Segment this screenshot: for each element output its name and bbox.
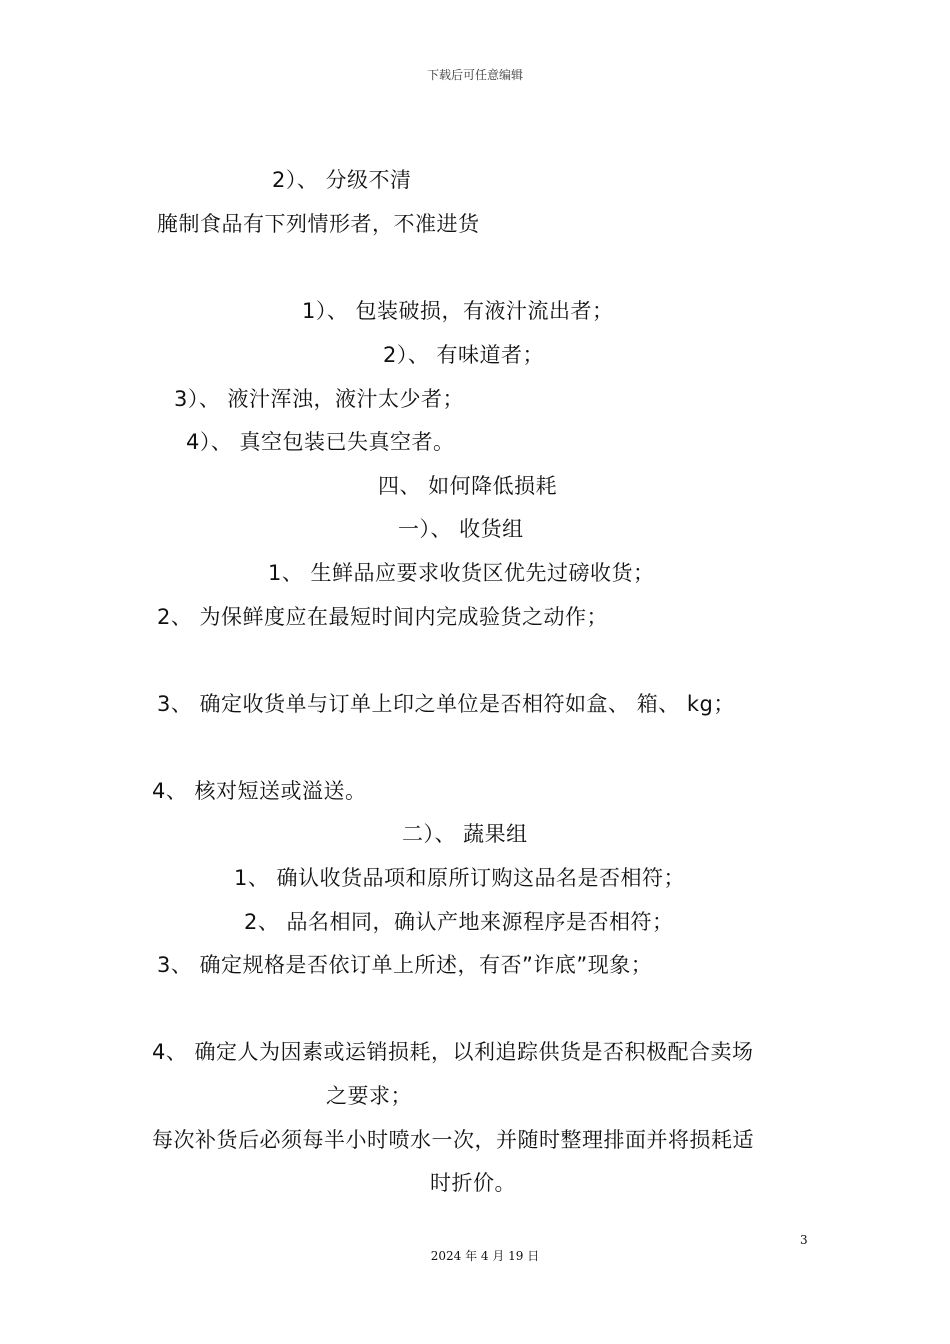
text-line-10: 2、 为保鲜度应在最短时间内完成验货之动作； xyxy=(157,605,609,629)
page-number: 3 xyxy=(800,1233,808,1247)
section-heading-4: 四、 如何降低损耗 xyxy=(378,474,558,498)
text-line-16: 3、 确定规格是否依订单上所述，有否”诈底”现象； xyxy=(157,953,653,977)
subsection-heading-produce: 二）、 蔬果组 xyxy=(402,822,528,846)
text-line-14: 1、 确认收货品项和原所订购这品名是否相符； xyxy=(234,866,686,890)
text-line-19: 每次补货后必须每半小时喷水一次，并随时整理排面并将损耗适 xyxy=(152,1128,754,1152)
text-line-18: 之要求； xyxy=(326,1084,412,1108)
footer-date: 2024 年 4 月 19 日 xyxy=(430,1249,540,1263)
text-line-9: 1、 生鲜品应要求收货区优先过磅收货； xyxy=(268,561,655,585)
text-line-20: 时折价。 xyxy=(430,1171,516,1195)
page-header: 下载后可任意编辑 xyxy=(426,68,523,82)
text-line-12: 4、 核对短送或溢送。 xyxy=(152,779,367,803)
text-line-2: 腌制食品有下列情形者，不准进货 xyxy=(157,212,480,236)
text-line-5: 3）、 液汁浑浊，液汁太少者； xyxy=(174,387,465,411)
text-line-11: 3、 确定收货单与订单上印之单位是否相符如盒、 箱、 kg； xyxy=(157,692,735,716)
text-line-3: 1）、 包装破损，有液汁流出者； xyxy=(302,299,614,323)
text-line-1: 2）、 分级不清 xyxy=(272,168,412,192)
text-line-17: 4、 确定人为因素或运销损耗，以利追踪供货是否积极配合卖场 xyxy=(152,1040,754,1064)
subsection-heading-receiving: 一）、 收货组 xyxy=(398,517,524,541)
text-line-15: 2、 品名相同，确认产地来源程序是否相符； xyxy=(244,910,674,934)
text-line-6: 4）、 真空包装已失真空者。 xyxy=(186,430,455,454)
text-line-4: 2）、 有味道者； xyxy=(383,343,545,367)
